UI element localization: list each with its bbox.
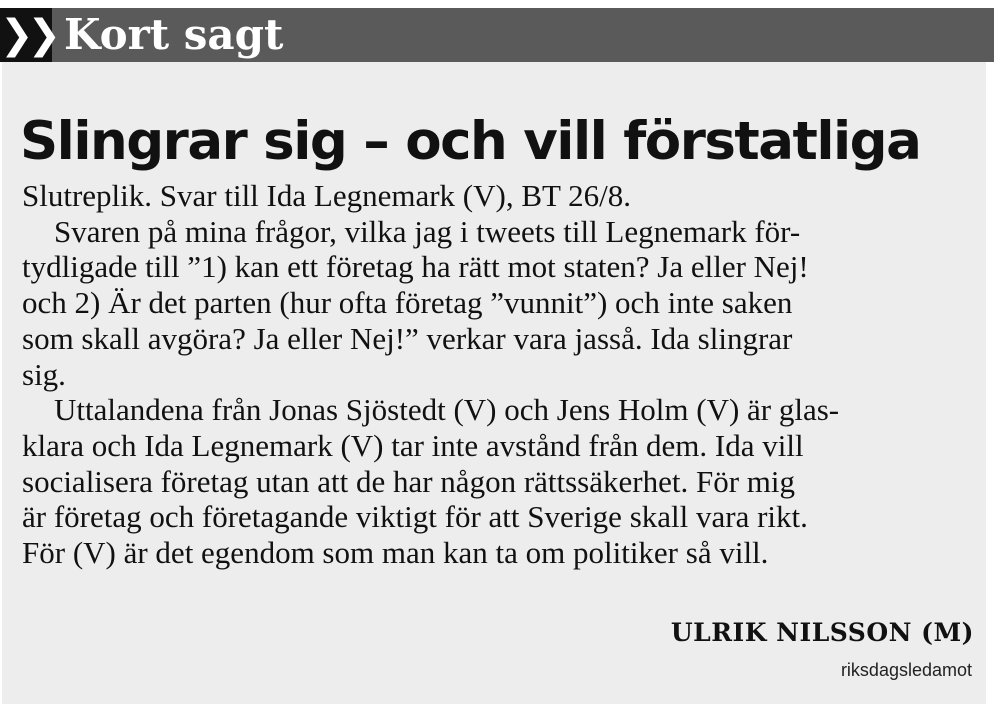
section-header xyxy=(0,8,994,62)
author-role: riksdagsledamot xyxy=(840,660,972,680)
article-line: som skall avgöra? Ja eller Nej!” verkar vara jasså. Ida slingrar xyxy=(22,320,793,356)
double-chevron-right-icon: ❯❯ xyxy=(0,8,52,62)
article-line: Slutreplik. Svar till Ida Legnemark (V), BT 26/8. xyxy=(22,178,631,213)
article-body xyxy=(22,178,966,571)
article-line: tydligade till ”1) kan ett företag ha rätt mot staten? Ja eller Nej! xyxy=(22,249,809,285)
article-line: Svaren på mina frågor, vilka jag i tweets till Legnemark för- xyxy=(54,213,801,249)
article-line: Uttalandena från Jonas Sjöstedt (V) och Jens Holm (V) är glas- xyxy=(54,392,840,428)
author-name: ULRIK NILSSON (M) xyxy=(670,618,974,647)
article-line: sig. xyxy=(22,356,66,392)
article-line: är företag och företagande viktigt för att Sverige skall vara rikt. xyxy=(22,499,808,535)
article-headline: Slingrar sig – och vill förstatliga xyxy=(20,111,921,172)
article-line: För (V) är det egendom som man kan ta om politiker så vill. xyxy=(22,535,769,571)
article-line: socialisera företag utan att de har någon rättssäkerhet. För mig xyxy=(22,463,796,499)
article-line: klara och Ida Legnemark (V) tar inte avstånd från dem. Ida vill xyxy=(22,427,804,463)
article-line: och 2) Är det parten (hur ofta företag ”vunnit”) och inte saken xyxy=(22,285,793,321)
section-title: Kort sagt xyxy=(64,10,284,59)
